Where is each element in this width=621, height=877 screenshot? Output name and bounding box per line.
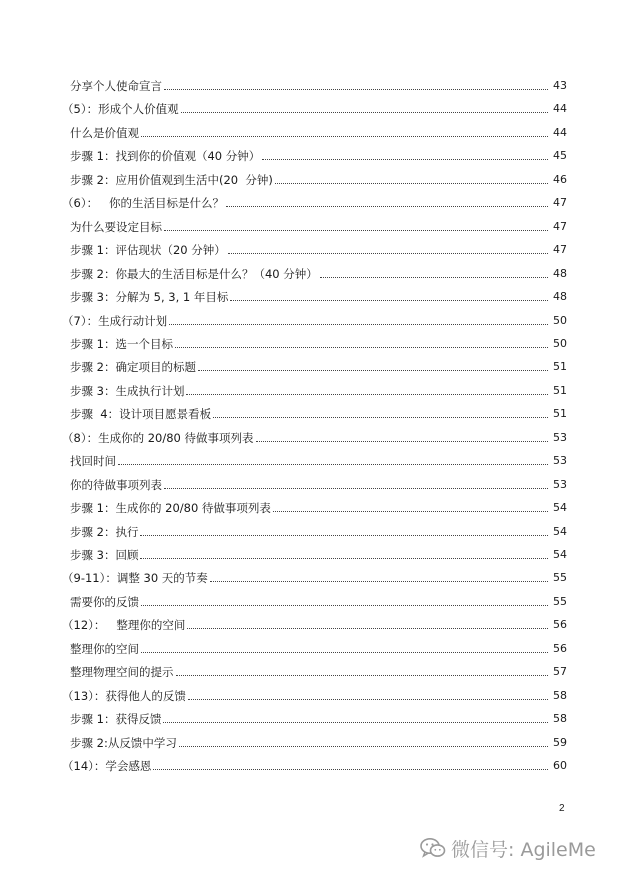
toc-entry-page: 47 [553,243,567,257]
toc-entry-title: 步骤 1：生成你的 20/80 待做事项列表 [70,501,271,516]
dot-leader [141,136,548,137]
toc-entry-title: 步骤 1：找到你的价值观（40 分钟） [70,149,261,164]
toc-entry-title: 为什么要设定目标 [70,219,162,234]
dot-leader [226,206,548,207]
toc-entry-title: 步骤 1：评估现状（20 分钟） [70,243,226,258]
toc-entry[interactable] [62,706,567,726]
toc-entry-page: 54 [553,548,567,561]
toc-entry[interactable] [62,589,567,609]
dot-leader [262,159,548,160]
toc-entry[interactable] [62,636,567,656]
dot-leader [176,675,549,676]
toc-entry-title: 整理你的空间 [70,641,139,656]
dot-leader [140,558,548,559]
dot-leader [164,488,548,489]
toc-entry-page: 44 [553,125,567,139]
toc-entry-page: 46 [553,172,567,186]
dot-leader [164,230,548,231]
dot-leader [169,324,548,325]
dot-leader [118,464,548,465]
toc-entry-page: 59 [553,735,567,749]
watermark [420,834,620,862]
dot-leader [188,699,548,700]
toc-entry-title: 步骤 2：你最大的生活目标是什么？（40 分钟） [70,266,318,281]
toc-entry[interactable] [62,565,567,585]
dot-leader [179,746,548,747]
toc-entry-page: 58 [553,688,567,702]
toc-entry-page: 51 [553,383,567,397]
toc-entry-page: 50 [553,313,567,327]
toc-entry-page: 45 [553,149,567,163]
toc-entry[interactable] [62,190,567,210]
toc-entry-title: （6）： 你的生活目标是什么？ [62,196,225,211]
dot-leader [141,652,548,653]
toc-entry[interactable] [62,284,567,304]
toc-entry[interactable] [62,495,567,515]
toc-entry-page: 56 [553,641,567,655]
dot-leader [181,112,548,113]
dot-leader [186,394,548,395]
dot-leader [198,370,548,371]
toc-entry-title: （5）：形成个人价值观 [62,102,179,117]
dot-leader [273,511,548,512]
toc-entry-title: （9-11）：调整 30 天的节奏 [62,571,208,586]
toc-entry[interactable] [62,519,567,539]
dot-leader [140,535,548,536]
toc-entry-page: 51 [553,360,567,374]
dot-leader [163,722,548,723]
toc-entry-page: 48 [553,290,567,304]
toc-entry[interactable] [62,237,567,257]
toc-entry[interactable] [62,401,567,421]
wechat-icon [420,837,446,859]
toc-entry-title: 步骤 4：设计项目愿景看板 [70,407,212,422]
toc-entry-title: 步骤 1：选一个目标 [70,336,173,351]
toc-entry-page: 48 [553,266,567,280]
watermark-text: 微信号: AgileMe [451,838,596,861]
toc-entry-page: 47 [553,196,567,210]
toc-entry-title: 步骤 3：回顾 [70,548,139,562]
dot-leader [230,300,548,301]
toc-entry-title: 分享个人使命宣言 [70,79,162,93]
toc-entry[interactable] [62,308,567,328]
toc-entry-title: （12）： 整理你的空间 [62,618,186,633]
toc-entry-title: （8）：生成你的 20/80 待做事项列表 [62,430,254,445]
toc-entry-title: （14）：学会感恩 [62,759,152,774]
toc-entry[interactable] [62,730,567,750]
dot-leader [153,769,548,770]
toc-entry-page: 51 [553,407,567,421]
toc-entry-page: 53 [553,430,567,444]
toc-entry[interactable] [62,425,567,445]
dot-leader [187,628,548,629]
toc-entry-title: 步骤 2:从反馈中学习 [70,735,177,750]
toc-entry-title: 步骤 3：生成执行计划 [70,383,185,398]
toc-entry[interactable] [62,472,567,492]
toc-entry[interactable] [62,683,567,703]
toc-entry[interactable] [62,331,567,351]
page-number: 2 [559,803,565,814]
toc-entry-page: 58 [553,712,567,726]
toc-entry-title: 步骤 3：分解为 5, 3, 1 年目标 [70,290,229,305]
toc-entry-page: 54 [553,501,567,515]
toc-entry-title: 你的待做事项列表 [70,477,162,492]
toc-entry-title: 步骤 2：应用价值观到生活中(20 分钟) [70,172,273,187]
toc-entry[interactable] [62,542,567,562]
toc-entry-page: 57 [553,665,567,679]
toc-entry-title: 整理物理空间的提示 [70,665,174,680]
toc-entry[interactable] [62,612,567,632]
toc-entry-title: （7）：生成行动计划 [62,313,168,328]
dot-leader [175,347,548,348]
toc-entry-title: 需要你的反馈 [70,594,139,609]
toc-entry[interactable] [62,143,567,163]
toc-entry[interactable] [62,354,567,374]
dot-leader [256,441,548,442]
toc-entry-page: 60 [553,759,567,773]
toc-entry-page: 47 [553,219,567,233]
toc-entry[interactable] [62,167,567,187]
toc-entry[interactable] [62,448,567,468]
dot-leader [164,89,548,90]
toc-entry-page: 55 [553,594,567,608]
toc-entry-page: 53 [553,477,567,491]
toc-entry-page: 53 [553,454,567,468]
dot-leader [213,417,548,418]
dot-leader [141,605,548,606]
toc-entry-page: 54 [553,524,567,538]
toc-entry-title: 什么是价值观 [70,125,139,140]
dot-leader [228,253,548,254]
toc-entry[interactable] [62,96,567,116]
toc-entry[interactable] [62,261,567,281]
dot-leader [210,581,548,582]
toc-entry-title: 找回时间 [70,454,116,469]
toc-entry-title: 步骤 1：获得反馈 [70,712,162,727]
toc-entry-title: （13）：获得他人的反馈 [62,688,186,703]
dot-leader [275,183,548,184]
toc-entry-title: 步骤 2：确定项目的标题 [70,360,196,375]
toc-entry-page: 55 [553,571,567,585]
toc-entry[interactable] [62,73,567,93]
toc-entry-page: 56 [553,618,567,632]
toc-entry-page: 50 [553,336,567,350]
toc-entry-page: 43 [553,79,567,92]
dot-leader [320,277,548,278]
toc-entry[interactable] [62,214,567,234]
toc-entry[interactable] [62,659,567,679]
toc-entry-title: 步骤 2：执行 [70,524,139,539]
toc-entry[interactable] [62,120,567,140]
toc-entry[interactable] [62,753,567,773]
toc-entry[interactable] [62,378,567,398]
toc-entry-page: 44 [553,102,567,116]
